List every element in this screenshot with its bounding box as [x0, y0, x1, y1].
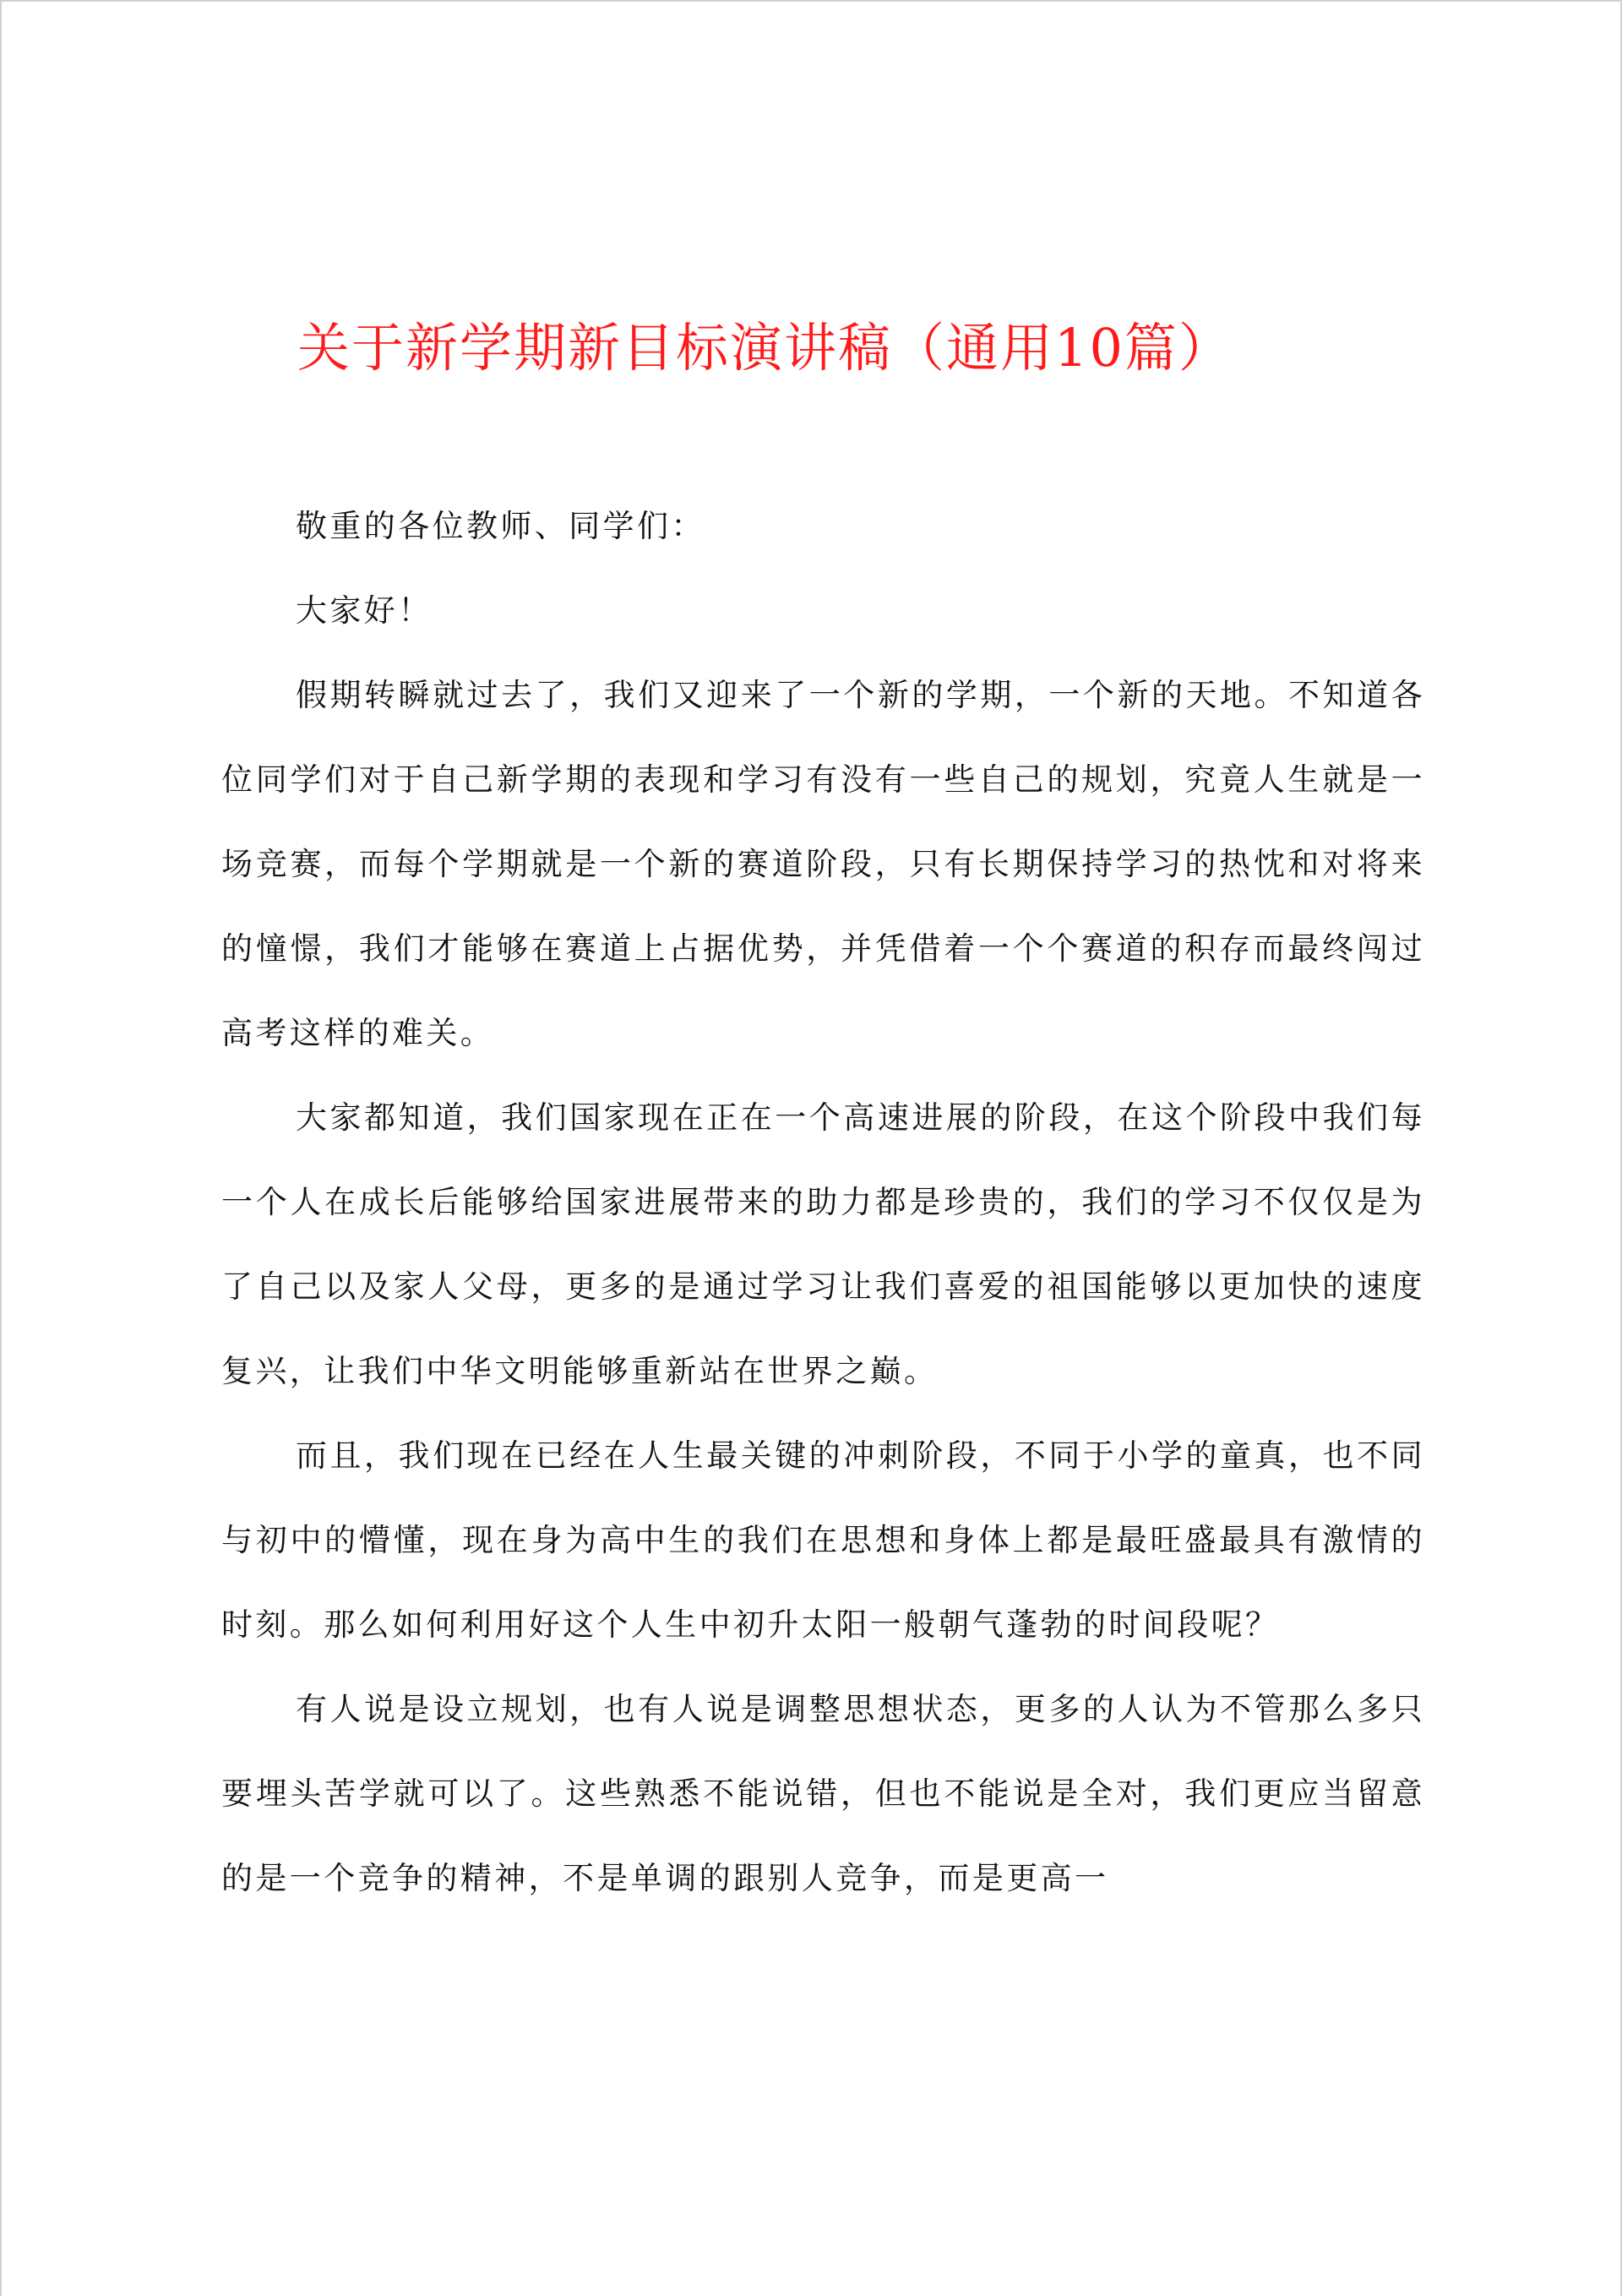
greeting: 大家好！ [296, 592, 433, 629]
speech-text [221, 484, 1425, 1921]
paragraph: 有人说是设立规划，也有人说是调整思想状态，更多的人认为不管那么多只要埋头苦学就可以了。这些熟悉不能说错，但也不能说是全对，我们更应当留意的是一个竞争的精神，不是单调的跟别人竞争，而是更高一 [221, 1691, 1425, 1896]
document-title: 关于新学期新目标演讲稿（通用10篇） [297, 317, 1233, 379]
paragraph: 大家都知道，我们国家现在正在一个高速进展的阶段，在这个阶段中我们每一个人在成长后能够给国家进展带来的助力都是珍贵的，我们的学习不仅仅是为了自己以及家人父母，更多的是通过学习让我们喜爱的祖国能够以更加快的速度复兴，让我们中华文明能够重新站在世界之巅。 [221, 1099, 1425, 1389]
paragraph: 假期转瞬就过去了，我们又迎来了一个新的学期，一个新的天地。不知道各位同学们对于自己新学期的表现和学习有没有一些自己的规划，究竟人生就是一场竞赛，而每个学期就是一个新的赛道阶段，只有长期保持学习的热忱和对将来的憧憬，我们才能够在赛道上占据优势，并凭借着一个个赛道的积存而最终闯过高考这样的难关。 [221, 677, 1425, 1051]
paragraph: 而且，我们现在已经在人生最关键的冲刺阶段，不同于小学的童真，也不同与初中的懵懂，现在身为高中生的我们在思想和身体上都是最旺盛最具有激情的时刻。那么如何利用好这个人生中初升太阳一般朝气蓬勃的时间段呢？ [221, 1437, 1425, 1643]
salutation: 敬重的各位教师、同学们： [296, 508, 705, 544]
